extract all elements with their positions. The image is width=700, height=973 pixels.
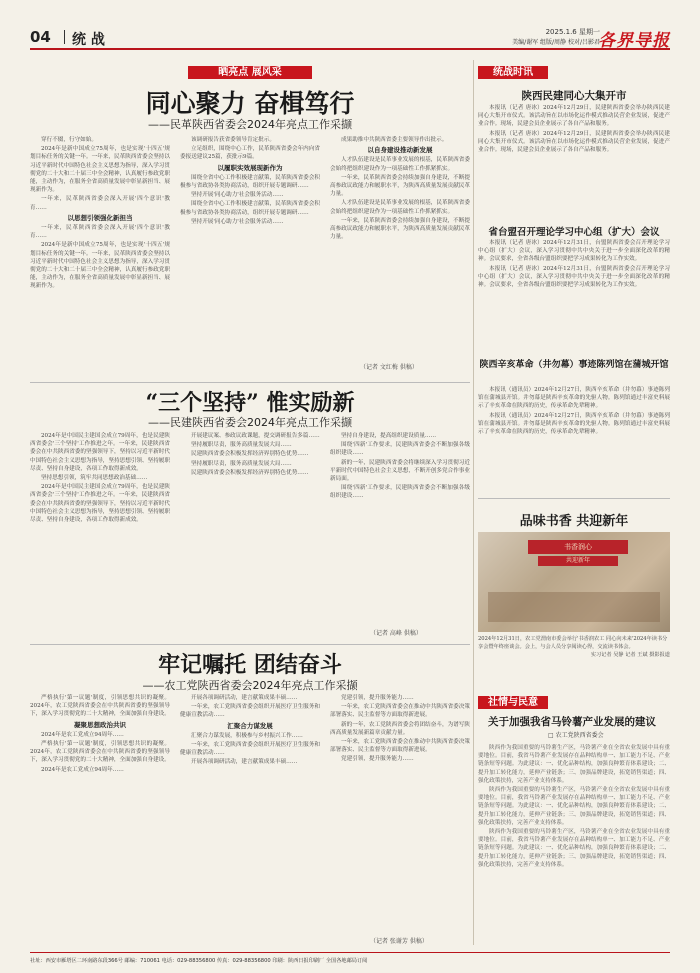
article3-col1: 严格执行'第一议题'制度，引领思想共识的凝聚。2024年，农工党陕西省委会在中共陕西省委的坚强领导下，深入学习贯彻党的二十大精神，全面加强自身建设。 凝聚思想政治共识 2024年是农工党成立94周年…… 严格执行'第一议题'制度，引领思想共识的凝聚。2024年，农工党陕西省委会在中共陕西省委的坚强领导下，深入学习贯彻党的二十大精神，全面加强自身建设。 2024年是农工党成立94周年…… — [30, 695, 170, 773]
article1-col1: 穿行不辍，行守如始。 2024年是新中国成立75周年，也是实现'十四五'规划目标任务的关键一年。一年来，民革陕西省委会坚持以习近平新时代中国特色社会主义思想为指导，深入学习贯彻党的二十大和二十届三中全会精神，认真履行参政党职能，主动作为，在服务全省高质量发展中彰显新担当、展现新作为。 一年来，民革陕西省委会深入开展'四个意识'教育…… 以思想引领强化新担当 一年来，民革陕西省委会深入开展'四个意识'教育…… 2024年是新中国成立75周年，也是实现'十四五'规划目标任务的关键一年。一年来，民革陕西省委会坚持以习近平新时代中国特色社会主义思想为指导，深入学习贯彻党的二十大和二十届三中全会精神，认真履行参政党职能，主动作为，在服务全省高质量发展中彰显新担当、展现新作为。 — [30, 137, 170, 290]
news1-body: 本报讯（记者 唐冰）2024年12月29日，民建陕西省委会举办陕西民建同心大集开市仪式。该活动旨在以市场化运作模式推动民营企业发展，促进产业合作。现场，民建会员企业展示了各自产品和服务。 本报讯（记者 唐冰）2024年12月29日，民建陕西省委会举办陕西民建同心大集开市仪式。该活动旨在以市场化运作模式推动民营企业发展，促进产业合作。现场，民建会员企业展示了各自产品和服务。 — [478, 105, 670, 154]
news1-title: 陕西民建同心大集开市 — [521, 90, 627, 102]
article2-byline: （记者 高峰 供稿） — [370, 630, 422, 637]
article1-title: 同心聚力 奋楫笃行 — [145, 89, 355, 118]
article3-subhead2: 汇聚合力谋发展 — [227, 721, 273, 730]
article3-subhead1: 凝聚思想政治共识 — [74, 720, 126, 729]
article3-title: 牢记嘱托 团结奋斗 — [158, 652, 342, 678]
article1-subtitle: ——民革陕西省委会2024年亮点工作采撷 — [148, 118, 352, 131]
article1-subhead3: 以自身建设推动新发展 — [367, 146, 433, 155]
page-footer: 社址：西安市雁塔区二环南路东段366号 邮编：710061 电话：029-88356800 传真：029-88356800 印刷：陕西日报印刷厂 全国各地邮局订阅 — [30, 952, 670, 964]
article2-col2: 开展建议案、参政议政课题，提交调研报告多篇…… 坚持履职尽责，服务高质量发展大局…… 民建陕西省委会积极发挥经济界别特色优势…… 坚持履职尽责，服务高质量发展大局…… 民建陕西省委会积极发挥经济界别特色优势…… — [191, 433, 320, 476]
article2-title: “三个坚持” 惟实励新 — [145, 390, 355, 416]
news2-body: 本报讯（记者 唐冰）2024年12月31日，台盟陕西省委会召开理论学习中心组（扩大）会议，深入学习贯彻中共中央关于进一步全面深化改革的精神。会议要求，全省各级台盟组织要把学习成果转化为工作实效。 本报讯（记者 唐冰）2024年12月31日，台盟陕西省委会召开理论学习中心组（扩大）会议，深入学习贯彻中共中央关于进一步全面深化改革的精神。会议要求，全省各级台盟组织要把学习成果转化为工作实效。 — [478, 240, 670, 289]
article2-subtitle: ——民建陕西省委会2024年亮点工作采撷 — [148, 416, 352, 429]
article3-byline: （记者 张谢芳 供稿） — [370, 938, 428, 945]
section-label-highlights: 晒亮点 展风采 — [188, 66, 312, 79]
editors-line: 美编/谢军 组版/周静 校对/吕影君 — [512, 39, 600, 46]
photo-caption: 2024年12月31日，农工党渭南市委会举行'书香润农工 同心向未来'2024年读书分享会暨年终座谈会。会上，与会人员分享阅读心得，交流读书体会。 实习记者 吴静 记者 王斌 摄影报道 — [478, 636, 670, 658]
news3-body: 本报讯（通讯员）2024年12月27日，陕西辛亥革命（井勿幕）事迹陈列馆在蒲城县开馆。井勿幕是陕西辛亥革命的先驱人物。陈列馆通过丰富史料展示了辛亥革命在陕西的历史，传承革命先辈精神。 本报讯（通讯员）2024年12月27日，陕西辛亥革命（井勿幕）事迹陈列馆在蒲城县开馆。井勿幕是陕西辛亥革命的先驱人物。陈列馆通过丰富史料展示了辛亥革命在陕西的历史，传承革命先辈精神。 — [478, 387, 670, 436]
article2-col1: 2024年是中国民主建国会成立79周年，也是民建陕西省委会'三个坚持'工作推进之年。一年来，民建陕西省委会在中共陕西省委的坚强领导下，坚持以习近平新时代中国特色社会主义思想为指导，坚持思想引领、坚持履职尽责、坚持自身建设，各项工作取得新成效。 坚持思想引领，筑牢共同思想政治基础…… 2024年是中国民主建国会成立79周年，也是民建陕西省委会'三个坚持'工作推进之年。一年来，民建陕西省委会在中共陕西省委的坚强领导下，坚持以习近平新时代中国特色社会主义思想为指导，坚持思想引领、坚持履职尽责、坚持自身建设，各项工作取得新成效。 — [30, 433, 170, 524]
section-label-opinion: 社情与民意 — [478, 696, 548, 709]
culture-title: 品味书香 共迎新年 — [519, 514, 629, 529]
news3-title: 陕西辛亥革命（井勿幕）事迹陈列馆在蒲城开馆 — [479, 360, 669, 370]
article3-col2: 开展各项调研活动，建言献策成果丰硕…… 一年来，农工党陕西省委会组织开展医疗卫生服务和健康宣教活动…… 汇聚合力谋发展 汇聚合力谋发展，积极参与乡村振兴工作…… 一年来，农工党陕西省委会组织开展医疗卫生服务和健康宣教活动…… 开展各项调研活动，建言献策成果丰硕…… — [180, 695, 320, 766]
article1-subhead2: 以履职实效展现新作为 — [217, 163, 283, 172]
column-divider — [473, 60, 474, 945]
article2-col3: 坚持自身建设，提高组织建设质量…… 围绕'四新'工作要求，民建陕西省委会不断加强各级组织建设…… 新的一年，民建陕西省委会将继续深入学习贯彻习近平新时代中国特色社会主义思想，不断开创多党合作事业新局面。 围绕'四新'工作要求，民建陕西省委会不断加强各级组织建设…… — [330, 433, 470, 500]
audience-area — [488, 592, 660, 622]
newspaper-logo: 各界导报 — [598, 31, 670, 51]
issue-date: 2025.1.6 星期一 — [545, 28, 600, 36]
divider-2 — [30, 644, 470, 645]
right-column — [478, 52, 670, 952]
proposal-title: 关于加强我省马铃薯产业发展的建议 — [488, 716, 656, 728]
divider-right-1 — [478, 498, 670, 499]
article3-subtitle: ——农工党陕西省委会2024年亮点工作采撷 — [142, 679, 358, 692]
divider-1 — [30, 382, 470, 383]
article3-col3: 党建引领，提升服务能力…… 一年来，农工党陕西省委会在推动中共陕西省委决策部署落实、民主监督等方面取得新进展。 新的一年，农工党陕西省委会将团结奋斗，为谱写陕西高质量发展新篇章贡献力量。 一年来，农工党陕西省委会在推动中共陕西省委决策部署落实、民主监督等方面取得新进展。 党建引领，提升服务能力…… — [330, 695, 470, 763]
article1-byline: （记者 文红梅 供稿） — [360, 364, 418, 371]
reading-event-photo — [478, 532, 670, 632]
event-banner-1: 书香润心 — [528, 540, 628, 554]
event-banner-2: 共迎新年 — [538, 556, 618, 566]
page-number: 04 — [30, 28, 51, 46]
article1-col3: 成果助推中共陕西省委主要领导作出批示。 以自身建设推动新发展 人才队伍建设是民革事业发展的根基，民革陕西省委会始终把组织建设作为一项基础性工作抓紧抓实。 一年来，民革陕西省委会持续加强自身建设，不断提高参政议政能力和履职水平，为陕西高质量发展贡献民革力量。 人才队伍建设是民革事业发展的根基，民革陕西省委会始终把组织建设作为一项基础性工作抓紧抓实。 一年来，民革陕西省委会持续加强自身建设，不断提高参政议政能力和履职水平，为陕西高质量发展贡献民革力量。 — [330, 137, 470, 241]
header-divider — [64, 30, 65, 44]
proposal-body: 陕西作为我国重要的马铃薯生产区，马铃薯产业在全省农业发展中具有重要地位。目前，我省马铃薯产业发展存在品种结构单一、加工能力不足、产业链条短等问题。为此建议：一、优化品种结构，加强良种繁育体系建设；二、提升加工转化能力，延伸产业链条；三、加强品牌建设，拓宽销售渠道；四、强化政策扶持，完善产业支持体系。 陕西作为我国重要的马铃薯生产区，马铃薯产业在全省农业发展中具有重要地位。目前，我省马铃薯产业发展存在品种结构单一、加工能力不足、产业链条短等问题。为此建议：一、优化品种结构，加强良种繁育体系建设；二、提升加工转化能力，延伸产业链条；三、加强品牌建设，拓宽销售渠道；四、强化政策扶持，完善产业支持体系。 陕西作为我国重要的马铃薯生产区，马铃薯产业在全省农业发展中具有重要地位。目前，我省马铃薯产业发展存在品种结构单一、加工能力不足、产业链条短等问题。为此建议：一、优化品种结构，加强良种繁育体系建设；二、提升加工转化能力，延伸产业链条；三、加强品牌建设，拓宽销售渠道；四、强化政策扶持，完善产业支持体系。 — [478, 745, 670, 868]
news2-title: 省台盟召开理论学习中心组（扩大）会议 — [488, 227, 660, 238]
page-header — [30, 26, 670, 50]
section-label-news: 统战时讯 — [478, 66, 548, 79]
article1-subhead1: 以思想引领强化新担当 — [67, 213, 133, 222]
section-name: 统 战 — [72, 32, 105, 48]
article1-col2: 该调研报告获省委领导肯定批示。 立足组织，围绕中心工作，民革陕西省委会年内向省委报送建议25篇，获批示9篇。 以履职实效展现新作为 围绕全省中心工作积极建言献策，民革陕西省委会积极参与省政协各类协商活动，组织开展专题调研…… 坚持开展'同心助力'社会服务活动…… 围绕全省中心工作积极建言献策，民革陕西省委会积极参与省政协各类协商活动，组织开展专题调研…… 坚持开展'同心助力'社会服务活动…… — [180, 137, 320, 225]
proposal-author: □ 农工党陕西省委会 — [548, 732, 604, 739]
